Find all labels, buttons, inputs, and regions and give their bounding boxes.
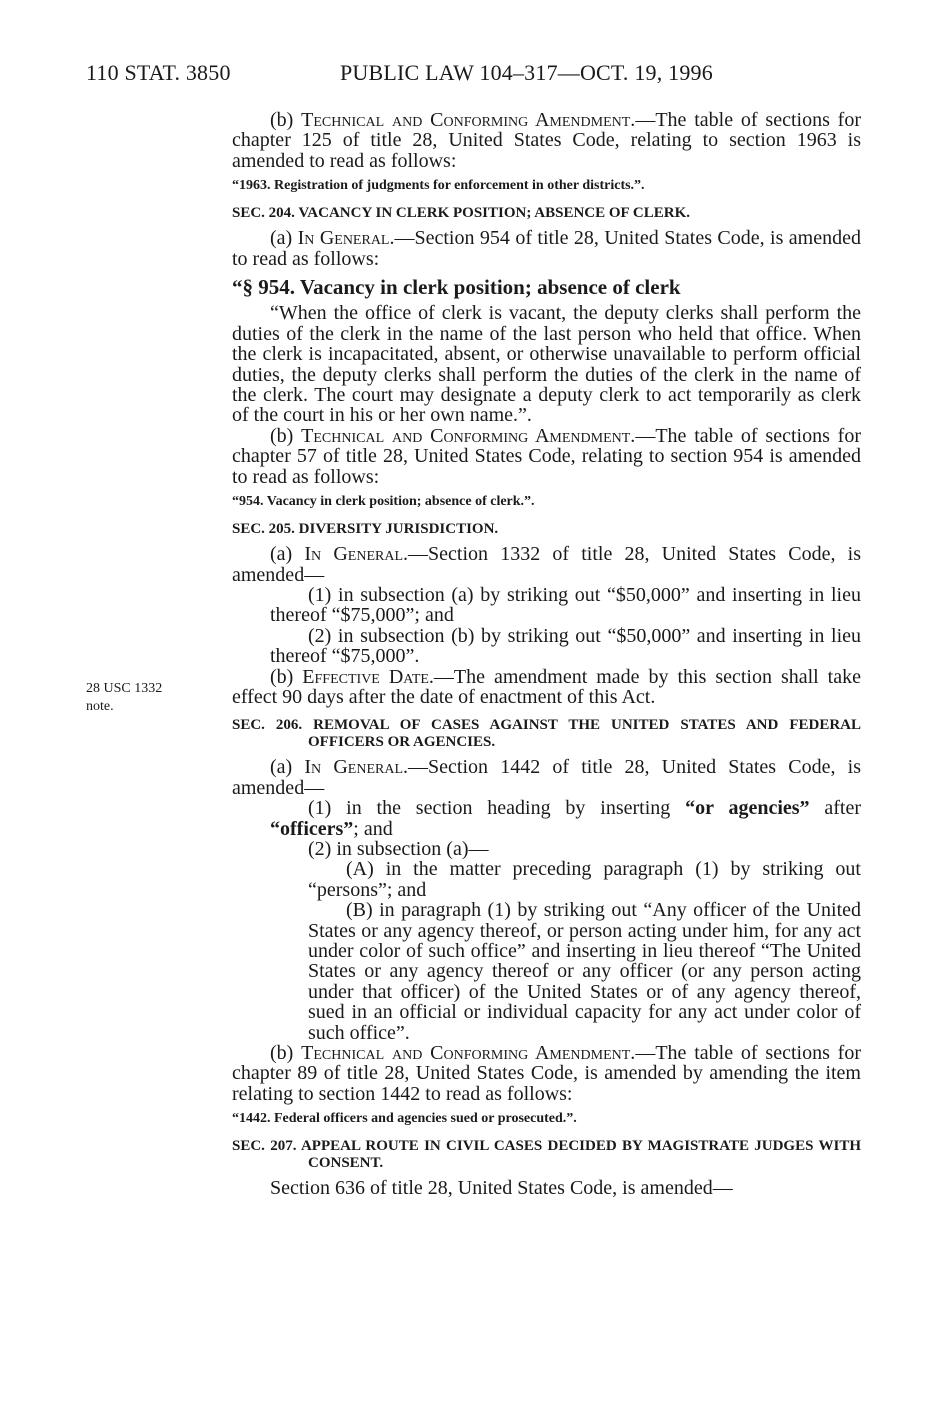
paragraph-text: —Section 954 of title 28, United States Code, is amended to read as follows: [232, 227, 861, 270]
paragraph-section-636: Section 636 of title 28, United States Code, is amended— [270, 1177, 733, 1200]
paragraph-heading: Technical and Conforming Amendment. [301, 109, 636, 131]
paragraph-label: (b) [270, 109, 302, 131]
paragraph-in-general-954 [232, 228, 861, 269]
paragraph-technical-amendment-89 [232, 1043, 861, 1104]
paragraph-heading: Effective Date. [302, 665, 434, 688]
item-text: after [809, 797, 862, 820]
section-heading-206: SEC. 206. REMOVAL OF CASES AGAINST THE UNITED STATES AND FEDERAL OFFICERS OR AGENCIES. [232, 717, 861, 751]
paragraph-heading: In General. [297, 227, 395, 250]
paragraph-label: (b) [270, 424, 302, 447]
anchor-term: “officers” [270, 817, 354, 840]
paragraph-technical-amendment-57 [232, 426, 861, 487]
paragraph-1442-subitem-b: (B) in paragraph (1) by striking out “Any officer of the United States or any agency thereof, or person acting under him, for any act under color of such office” and inserting in lieu thereof “The United States or any agency thereof or any officer (or any person acting under that officer) of the United States or of any agency thereof, sued in an official or individual capacity for any act under color of such office”. [308, 899, 861, 1044]
paragraph-text: —The table of sections for chapter 57 of title 28, United States Code, relating to section 954 is amended to read as follows: [232, 424, 861, 488]
stat-page-number: 110 STAT. 3850 [86, 60, 231, 85]
margin-note [86, 680, 206, 716]
section-954-title: “§ 954. Vacancy in clerk position; absence of clerk [232, 275, 681, 300]
paragraph-label: (a) [270, 543, 305, 566]
toc-item-1442: “1442. Federal officers and agencies sued or prosecuted.”. [232, 1111, 577, 1127]
toc-item-954: “954. Vacancy in clerk position; absence of clerk.”. [232, 494, 535, 510]
paragraph-1442-subitem-a: (A) in the matter preceding paragraph (1) by striking out “persons”; and [308, 858, 861, 901]
section-heading-207: SEC. 207. APPEAL ROUTE IN CIVIL CASES DECIDED BY MAGISTRATE JUDGES WITH CONSENT. [232, 1138, 861, 1172]
document-body [232, 110, 861, 1199]
paragraph-heading: Technical and Conforming Amendment. [301, 1042, 636, 1065]
paragraph-1332-item-2: (2) in subsection (b) by striking out “$50,000” and inserting in lieu thereof “$75,000”. [270, 624, 861, 668]
paragraph-heading: In General. [304, 756, 409, 779]
paragraph-text: —The table of sections for chapter 125 of title 28, United States Code, relating to section 1963 is amended to read as follows: [232, 109, 861, 172]
paragraph-label: (b) [270, 1042, 302, 1065]
paragraph-text: —Section 1442 of title 28, United States Code, is amended— [232, 756, 861, 799]
paragraph-heading: Technical and Conforming Amendment. [301, 424, 636, 447]
margin-note-line-2: note. [86, 699, 114, 714]
paragraph-label: (b) [270, 665, 303, 688]
section-heading-204: SEC. 204. VACANCY IN CLERK POSITION; ABSENCE OF CLERK. [232, 205, 690, 222]
paragraph-heading: In General. [304, 543, 409, 566]
section-heading-205: SEC. 205. DIVERSITY JURISDICTION. [232, 521, 499, 538]
paragraph-text: —The table of sections for chapter 89 of title 28, United States Code, is amended by amending the item relating to section 1442 to read as follows: [232, 1042, 861, 1105]
paragraph-label: (a) [270, 756, 305, 779]
paragraph-1442-item-2: (2) in subsection (a)— [308, 837, 489, 860]
page-header [86, 60, 866, 96]
quoted-section-954: “When the office of clerk is vacant, the deputy clerks shall perform the duties of the clerk in the name of the last person who held that office. When the clerk is incapacitated, absent, or otherwise unavailable to perform official duties, the deputy clerks shall perform the duties of the clerk in the name of the clerk. The court may designate a deputy clerk to act temporarily as clerk of the court in his or her own name.”. [232, 302, 861, 427]
paragraph-text: —Section 1332 of title 28, United States Code, is amended— [232, 543, 861, 586]
toc-item-1963: “1963. Registration of judgments for enforcement in other districts.”. [232, 178, 645, 194]
paragraph-1442-item-1 [232, 798, 861, 839]
inserted-term: “or agencies” [685, 797, 810, 820]
paragraph-in-general-1442 [232, 757, 861, 798]
margin-note-line-1: 28 USC 1332 [86, 681, 163, 696]
paragraph-technical-amendment-125 [232, 110, 861, 171]
item-text: (1) in the section heading by inserting [308, 797, 686, 820]
paragraph-label: (a) [270, 227, 298, 250]
paragraph-text: —The amendment made by this section shall take effect 90 days after the date of enactment of this Act. [232, 665, 861, 708]
item-text: ; and [353, 817, 393, 840]
paragraph-in-general-1332 [232, 544, 861, 585]
paragraph-effective-date [232, 667, 861, 708]
paragraph-1332-item-1: (1) in subsection (a) by striking out “$50,000” and inserting in lieu thereof “$75,000”; and [270, 583, 861, 627]
public-law-citation: PUBLIC LAW 104–317—OCT. 19, 1996 [340, 60, 713, 85]
